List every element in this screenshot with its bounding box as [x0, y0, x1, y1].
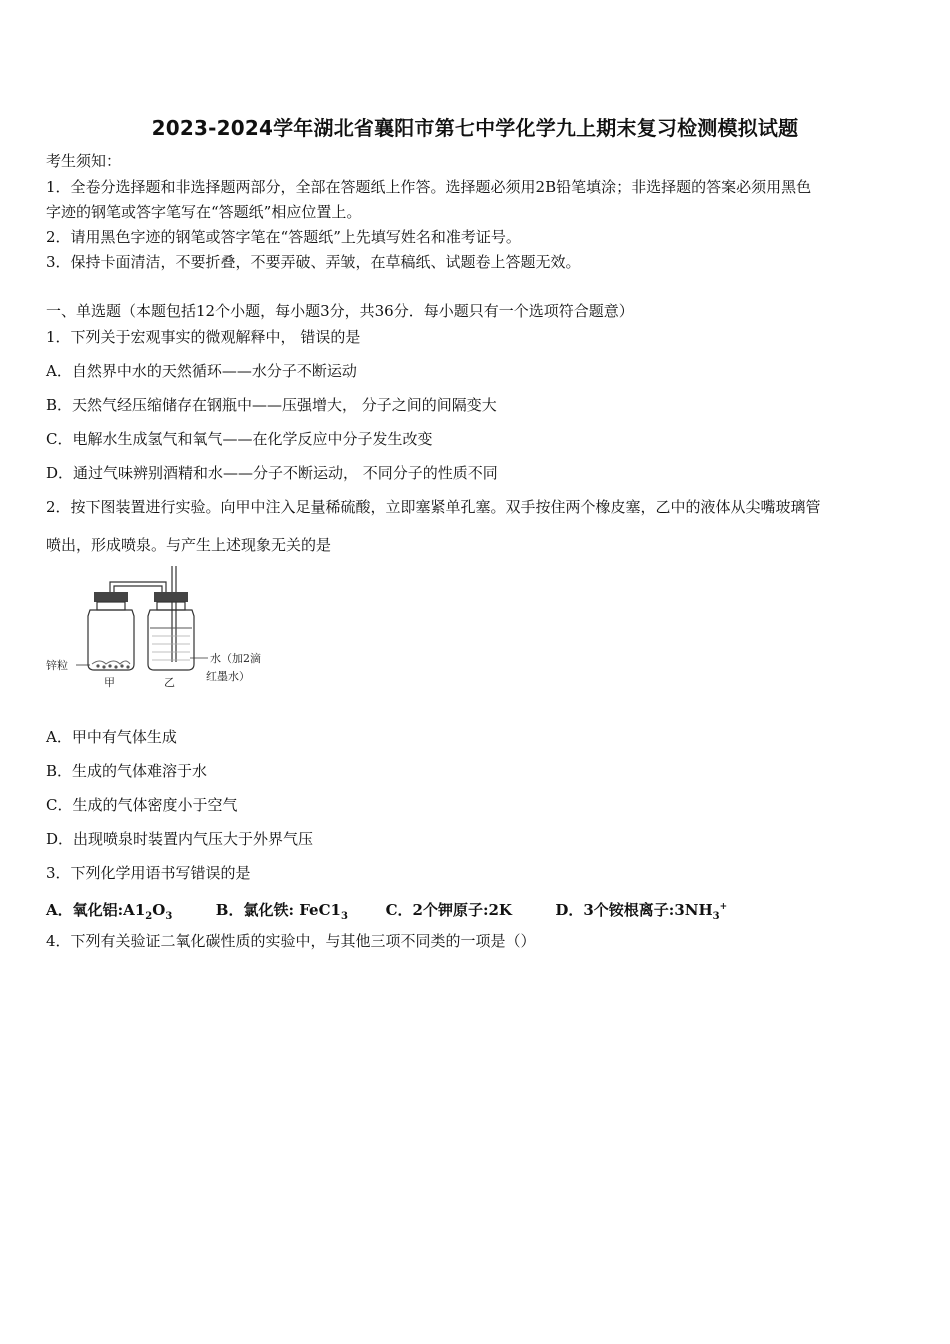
notice-heading: 考生须知：: [46, 152, 122, 170]
q2-option-d: D．出现喷泉时装置内气压大于外界气压: [46, 830, 314, 848]
q1-option-b: B．天然气经压缩储存在钢瓶中——压强增大， 分子之间的间隔变大: [46, 396, 497, 414]
q2-option-c: C．生成的气体密度小于空气: [46, 796, 238, 814]
q3-option-b: B．氯化铁: $FeC1_3$: [215, 901, 348, 922]
q3-stem: 3．下列化学用语书写错误的是: [46, 864, 251, 882]
q2-option-a: A．甲中有气体生成: [46, 728, 177, 746]
label-zinc: 锌粒: [46, 659, 68, 672]
q1-option-d: D．通过气味辨别酒精和水——分子不断运动， 不同分子的性质不同: [46, 464, 498, 482]
section-heading: 一、单选题（本题包括12个小题，每小题3分，共36分．每小题只有一个选项符合题意）: [46, 302, 634, 320]
label-water-line1: 水（加2滴: [210, 652, 261, 665]
notice-item-2: 2．请用黑色字迹的钢笔或答字笔在“答题纸”上先填写姓名和准考证号。: [46, 228, 521, 246]
q2-stem-line1: 2．按下图装置进行实验。向甲中注入足量稀硫酸，立即塞紧单孔塞。双手按住两个橡皮塞，乙中的液体从尖嘴玻璃管: [46, 498, 821, 516]
flask-jia: [88, 592, 134, 670]
q3-option-a: A．氧化铝$:A1_2O_3$: [46, 901, 173, 922]
label-yi: 乙: [164, 676, 175, 689]
label-jia: 甲: [104, 676, 115, 689]
label-water-line2: 红墨水）: [206, 670, 250, 683]
q1-stem: 1．下列关于宏观事实的微观解释中， 错误的是: [46, 328, 361, 346]
q1-option-a: A．自然界中水的天然循环——水分子不断运动: [46, 362, 357, 380]
q3-option-d: D．3个铵根离子$:3NH_3^+$: [555, 901, 728, 922]
q1-option-c: C．电解水生成氢气和氧气——在化学反应中分子发生改变: [46, 430, 433, 448]
q3-options: [46, 897, 727, 927]
page-title: 2023-2024学年湖北省襄阳市第七中学化学九上期末复习检测模拟试题: [151, 116, 799, 140]
notice-item-1-cont: 字迹的钢笔或答字笔写在“答题纸”相应位置上。: [46, 203, 362, 221]
q2-stem-line2: 喷出，形成喷泉。与产生上述现象无关的是: [46, 536, 332, 554]
q3-option-c: C．2个钾原子:2K: [385, 901, 512, 919]
q2-option-b: B．生成的气体难溶于水: [46, 762, 208, 780]
notice-item-1: 1．全卷分选择题和非选择题两部分，全部在答题纸上作答。选择题必须用2B铅笔填涂；非选择题的答案必须用黑色: [46, 178, 812, 196]
apparatus-diagram: [44, 562, 284, 692]
notice-item-3: 3．保持卡面清洁，不要折叠，不要弄破、弄皱，在草稿纸、试题卷上答题无效。: [46, 253, 581, 271]
q4-stem: 4．下列有关验证二氧化碳性质的实验中，与其他三项不同类的一项是（）: [46, 932, 536, 950]
